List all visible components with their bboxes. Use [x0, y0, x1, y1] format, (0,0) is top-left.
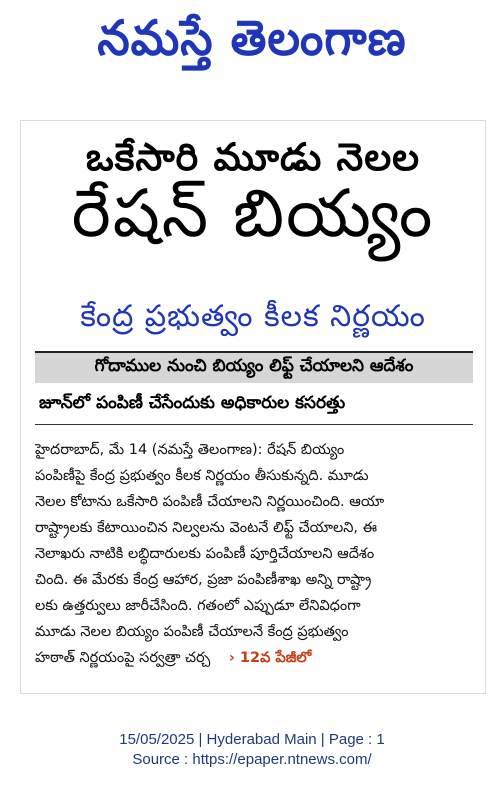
body-line: పంపిణీపై కేంద్ర ప్రభుత్వం కీలక నిర్ణయం తీసుకున్నది. మూడు: [35, 468, 369, 484]
footer-edition-info: 15/05/2025 | Hyderabad Main | Page : 1: [119, 731, 385, 748]
body-last-line: [35, 645, 473, 671]
subheadline: కేంద్ర ప్రభుత్వం కీలక నిర్ణయం: [80, 299, 426, 334]
article-body: [35, 437, 473, 671]
body-line: నెలాఖరు నాటికి లబ్ధిదారులకు పంపిణీ పూర్తిచేయాలని ఆదేశం: [35, 546, 375, 562]
body-line: చింది. ఈ మేరకు కేంద్ర ఆహార, ప్రజా పంపిణీశాఖ అన్ని రాష్ట్రా: [35, 572, 372, 588]
body-line: రాష్ట్రాలకు కేటాయించిన నిల్వలను వెంటనే లిఫ్ట్ చేయాలని, ఈ: [35, 520, 378, 536]
highlight-banner: [35, 351, 473, 383]
divider: [35, 424, 473, 425]
masthead: [0, 0, 504, 88]
body-line: లకు ఉత్తర్వులు జారీచేసింది. గతంలో ఎప్పుడూ లేనివిధంగా: [35, 598, 361, 614]
body-line: మూడు నెలల బియ్యం పంపిణీ చేయాలనే కేంద్ర ప్రభుత్వం: [35, 624, 349, 640]
body-line: హైదరాబాద్, మే 14 (నమస్తే తెలంగాణ): రేషన్ బియ్యం: [35, 442, 345, 458]
last-line-text: హఠాత్ నిర్ణయంపై సర్వత్రా చర్చ: [35, 650, 211, 666]
headline-top: ఒకేసారి మూడు నెలల: [85, 135, 421, 179]
banner-text: గోదాముల నుంచి బియ్యం లిఫ్ట్ చేయాలని ఆదేశం: [94, 356, 414, 376]
continued-note[interactable]: [229, 650, 311, 666]
newspaper-logo: నమస్తే తెలంగాణ: [97, 9, 407, 67]
body-line: నెలల కోటాను ఒకేసారి పంపిణీ చేయాలని నిర్ణయించింది. ఆయా: [35, 494, 385, 510]
arrow-right-icon: ›: [228, 650, 235, 666]
kicker: జూన్‌లో పంపిణీ చేసేందుకు అధికారుల కసరత్తు: [39, 393, 346, 413]
page-footer: [0, 730, 504, 770]
headline-main: రేషన్ బియ్యం: [71, 175, 435, 252]
footer-source-link[interactable]: Source : https://epaper.ntnews.com/: [132, 751, 372, 768]
article-clipping: [20, 120, 486, 694]
continued-label: 12వ పేజీలో: [239, 650, 312, 666]
